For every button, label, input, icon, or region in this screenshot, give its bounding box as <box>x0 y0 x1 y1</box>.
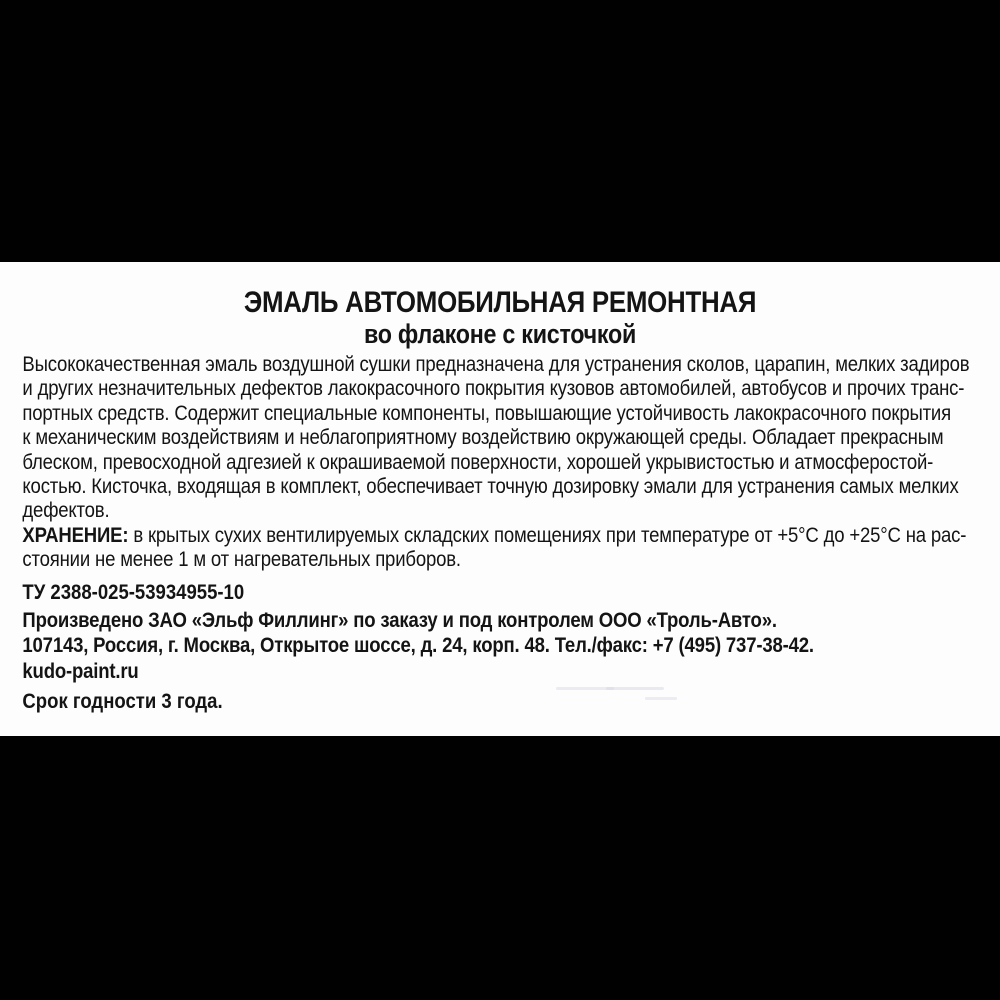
label-panel <box>0 262 1000 736</box>
label-content <box>0 286 1000 714</box>
description-line: дефектов. <box>22 498 110 523</box>
manufacturer-line: Произведено ЗАО «Эльф Филлинг» по заказу и под контролем ООО «Троль-Авто». <box>22 607 777 632</box>
manufacturer-info <box>22 608 977 685</box>
description-line: блеском, превосходной адгезией к окрашиваемой поверхности, хорошей укрывистостью и атмосферостой- <box>22 449 934 474</box>
top-black-bar <box>0 0 1000 262</box>
product-description <box>22 352 977 523</box>
website-text: kudo-paint.ru <box>22 658 139 683</box>
description-line: портных средств. Содержит специальные компоненты, повышающие устойчивость лакокрасочного покрытия <box>22 400 951 425</box>
storage-text: в крытых сухих вентилируемых складских помещениях при температуре от +5°С до +25°С на рас- <box>128 522 967 547</box>
description-line: к механическим воздействиям и неблагоприятному воздействию окружающей среды. Обладает прекрасным <box>22 425 944 450</box>
storage-section <box>22 523 977 572</box>
product-subtitle: во флаконе с кисточкой <box>364 319 637 349</box>
storage-line <box>22 523 977 547</box>
shelf-life: Срок годности 3 года. <box>22 689 223 714</box>
manufacturer-address: 107143, Россия, г. Москва, Открытое шоссе, д. 24, корп. 48. Тел./факс: +7 (495) 737-38-42. <box>22 633 814 658</box>
description-line: костью. Кисточка, входящая в комплект, обеспечивает точную дозировку эмали для устранения самых мелких <box>22 474 959 499</box>
product-title: ЭМАЛЬ АВТОМОБИЛЬНАЯ РЕМОНТНАЯ <box>243 286 757 319</box>
description-line: Высококачественная эмаль воздушной сушки предназначена для устранения сколов, царапин, мелких задиров <box>22 352 970 376</box>
description-line: и других незначительных дефектов лакокрасочного покрытия кузовов автомобилей, автобусов и прочих транс- <box>22 376 965 401</box>
storage-line: стоянии не менее 1 м от нагревательных приборов. <box>22 547 461 572</box>
storage-heading: ХРАНЕНИЕ: <box>22 522 129 547</box>
tu-number: ТУ 2388-025-53934955-10 <box>22 579 245 604</box>
bottom-black-bar <box>0 736 1000 1000</box>
